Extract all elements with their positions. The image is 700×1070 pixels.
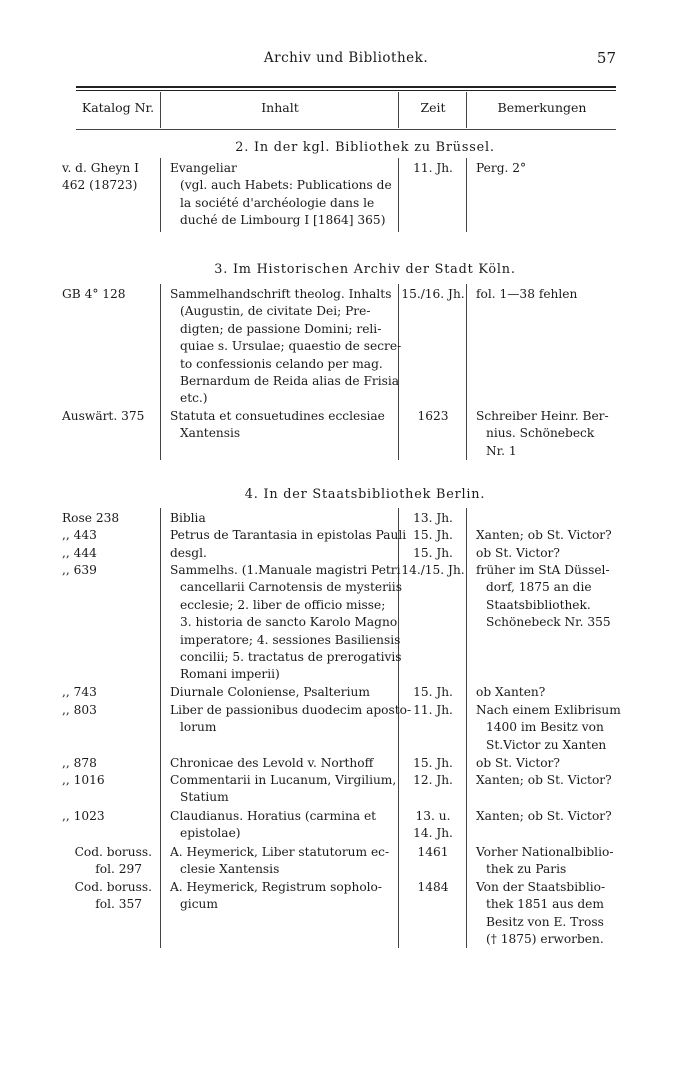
content-cell: Evangeliar (vgl. auch Habets: Publications de la société d'archéologie dans le duché de Limbourg I [1864] 365)	[170, 161, 392, 228]
date-cell: 15./16. Jh.	[401, 287, 465, 301]
date-cell: 11. Jh.	[413, 703, 453, 717]
running-title: Archiv und Bibliothek.	[263, 50, 429, 66]
remarks-cell: Xanten; ob St. Victor?	[476, 528, 612, 542]
column-header-katalog: Katalog Nr.	[81, 100, 155, 115]
date-cell: 15. Jh.	[413, 685, 453, 699]
column-divider	[466, 284, 467, 460]
column-divider	[160, 284, 161, 460]
content-cell: A. Heymerick, Liber statutorum ec- clesie Xantensis	[170, 845, 390, 877]
date-cell: 15. Jh.	[413, 528, 453, 542]
catalog-number: ,, 1016	[62, 773, 105, 787]
catalog-number: Auswärt. 375	[62, 409, 145, 423]
date-cell: 1484	[417, 880, 449, 894]
column-header-bemerkungen: Bemerkungen	[497, 100, 587, 115]
date-cell: 1461	[417, 845, 449, 859]
content-cell: Claudianus. Horatius (carmina et epistolae)	[170, 809, 377, 841]
catalog-number: ,, 743	[62, 685, 97, 699]
header-divider	[160, 92, 161, 128]
remarks-cell: früher im StA Düssel- dorf, 1875 an die Staatsbibliothek. Schönebeck Nr. 355	[476, 563, 611, 630]
catalog-number: ,, 803	[62, 703, 97, 717]
date-cell: 1623	[417, 409, 449, 423]
catalog-number: ,, 878	[62, 756, 97, 770]
catalog-number: Cod. boruss. fol. 297	[74, 845, 152, 877]
remarks-cell: Xanten; ob St. Victor?	[476, 773, 612, 787]
remarks-cell: fol. 1—38 fehlen	[476, 287, 578, 301]
content-cell: Chronicae des Levold v. Northoff	[170, 756, 374, 770]
date-cell: 15. Jh.	[413, 546, 453, 560]
column-divider	[160, 508, 161, 948]
content-cell: Biblia	[170, 511, 206, 525]
content-cell: Sammelhandschrift theolog. Inhalts (Augustin, de civitate Dei; Pre- digten; de passione Domini; reli- quiae s. Ursulae; quaestio de secre- to confessionis celando per mag. Bernardum de Reida alias de Frisia etc.)	[170, 287, 402, 406]
date-cell: 13. u. 14. Jh.	[413, 809, 453, 841]
catalog-number: Rose 238	[62, 511, 120, 525]
catalog-number: Cod. boruss. fol. 357	[74, 880, 152, 912]
remarks-cell: ob St. Victor?	[476, 756, 560, 770]
catalog-number: ,, 443	[62, 528, 97, 542]
date-cell: 12. Jh.	[413, 773, 453, 787]
remarks-cell: Schreiber Heinr. Ber- nius. Schönebeck Nr. 1	[476, 409, 609, 458]
catalog-number: ,, 639	[62, 563, 97, 577]
date-cell: 15. Jh.	[413, 756, 453, 770]
section-title: 4. In der Staatsbibliothek Berlin.	[244, 487, 486, 502]
table-top-rule-thin	[76, 90, 616, 91]
catalog-number: v. d. Gheyn I 462 (18723)	[62, 161, 139, 193]
header-divider	[398, 92, 399, 128]
column-header-inhalt: Inhalt	[261, 100, 299, 115]
remarks-cell: Perg. 2°	[476, 161, 527, 175]
content-cell: A. Heymerick, Registrum sopholo- gicum	[170, 880, 383, 912]
section-title: 3. Im Historischen Archiv der Stadt Köln.	[214, 262, 516, 277]
content-cell: Diurnale Coloniense, Psalterium	[170, 685, 370, 699]
content-cell: Sammelhs. (1.Manuale magistri Petri cancellarii Carnotensis de mysteriis ecclesie; 2. liber de officio misse; 3. historia de sancto Karolo Magno imperatore; 4. sessiones Basiliensis concilii; 5. tractatus de prerogativis Romani imperii)	[170, 563, 402, 682]
catalog-number: ,, 444	[62, 546, 97, 560]
catalog-number: GB 4° 128	[62, 287, 126, 301]
content-cell: desgl.	[170, 546, 207, 560]
column-divider	[160, 158, 161, 232]
remarks-cell: ob Xanten?	[476, 685, 546, 699]
content-cell: Liber de passionibus duodecim aposto- lorum	[170, 703, 412, 735]
content-cell: Commentarii in Lucanum, Virgilium, Statium	[170, 773, 397, 805]
table-top-rule	[76, 86, 616, 88]
column-header-zeit: Zeit	[420, 100, 446, 115]
catalog-number: ,, 1023	[62, 809, 105, 823]
remarks-cell: Vorher Nationalbiblio- thek zu Paris	[476, 845, 614, 877]
content-cell: Petrus de Tarantasia in epistolas Pauli	[170, 528, 407, 542]
remarks-cell: ob St. Victor?	[476, 546, 560, 560]
column-divider	[398, 284, 399, 460]
remarks-cell: Von der Staatsbiblio- thek 1851 aus dem Besitz von E. Tross († 1875) erworben.	[476, 880, 606, 947]
section-title: 2. In der kgl. Bibliothek zu Brüssel.	[235, 140, 495, 155]
content-cell: Statuta et consuetudines ecclesiae Xantensis	[170, 409, 385, 441]
date-cell: 11. Jh.	[413, 161, 453, 175]
page-number: 57	[596, 49, 616, 67]
header-rule	[76, 129, 616, 130]
date-cell: 13. Jh.	[413, 511, 453, 525]
remarks-cell: Xanten; ob St. Victor?	[476, 809, 612, 823]
column-divider	[398, 158, 399, 232]
date-cell: 14./15. Jh.	[401, 563, 465, 577]
remarks-cell: Nach einem Exlibrisum 1400 im Besitz von St.Victor zu Xanten	[476, 703, 621, 752]
column-divider	[466, 508, 467, 948]
header-divider	[466, 92, 467, 128]
column-divider	[466, 158, 467, 232]
running-head	[76, 50, 616, 70]
